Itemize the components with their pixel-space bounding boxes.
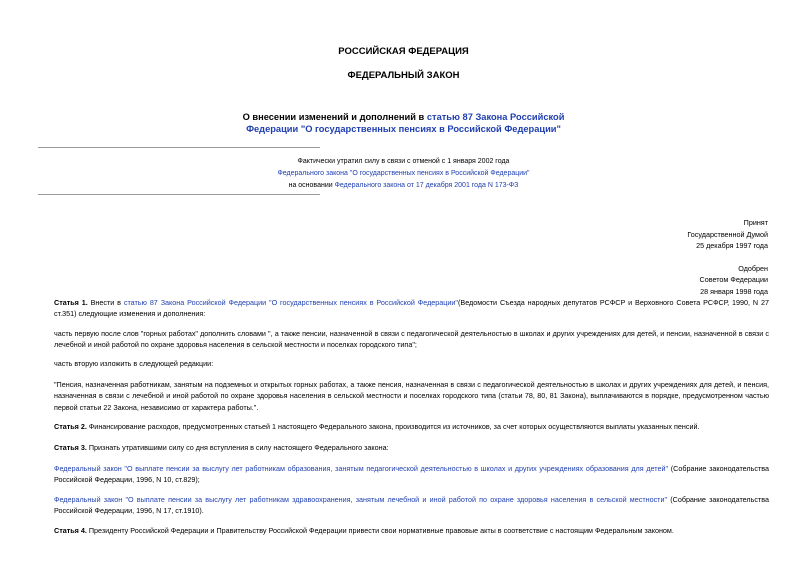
adoption-block — [687, 217, 768, 297]
doc-type-heading: ФЕДЕРАЛЬНЫЙ ЗАКОН — [347, 70, 460, 81]
article-4: Статья 4. Президенту Российской Федерации и Правительству Российской Федерации привести свои нормативные правовые акты в соответствие с настоящим Федеральным законом. — [54, 526, 674, 535]
repeal-basis-line: на основании Федерального закона от 17 декабря 2001 года N 173-ФЗ — [288, 182, 519, 189]
article-1-part1: часть первую после слов "горных работах" дополнить словами ", а также пенсии, назначенной в связи с педагогической деятельностью в школах и других учреждениях для детей, и пенсии, назначенной в связи с лечебной и иной работой по охране здоровья населения в сельской местности и поселках городского типа"; — [54, 329, 769, 350]
article-4-label: Статья 4. — [54, 526, 87, 535]
article-3-item2: Федеральный закон "О выплате пенсии за выслугу лет работникам здравоохранения, занятым лечебной и иной работой по охране здоровья населения в сельской местности" (Собрание законодательства Российской Федерации, 1996, N 17, ст.1910). — [54, 495, 769, 516]
country-heading: РОССИЙСКАЯ ФЕДЕРАЦИЯ — [338, 46, 469, 57]
adopted-by: Государственной Думой — [687, 229, 768, 239]
article-3-item1: Федеральный закон "О выплате пенсии за выслугу лет работникам образования, занятым педагогической деятельностью в школах и других учреждениях образования для детей" (Собрание законодательства Российской Федерации, 1996, N 10, ст.829); — [54, 464, 769, 485]
article-2: Статья 2. Финансирование расходов, предусмотренных статьей 1 настоящего Федерального закона, производится из источников, за счет которых осуществляются выплаты указанных пенсий. — [54, 422, 700, 431]
article-1-link[interactable]: статью 87 Закона Российской Федерации "О государственных пенсиях в Российской Федерации" — [123, 298, 458, 307]
article-1-part2: часть вторую изложить в следующей редакции: — [54, 359, 214, 368]
approved-by: Советом Федерации — [699, 275, 768, 284]
top-divider — [38, 147, 320, 148]
adopted-label: Принят — [743, 218, 768, 227]
article-2-label: Статья 2. — [54, 422, 87, 431]
repeal-note — [0, 156, 807, 192]
article-1-intro: Статья 1. Внести в статью 87 Закона Российской Федерации "О государственных пенсиях в Российской Федерации"(Ведомости Съезда народных депутатов РСФСР и Верховного Совета РСФСР, 1990, N 27 ст.351) следующие изменения и дополнения: — [54, 298, 769, 319]
pensions-law-link[interactable]: Федерации "О государственных пенсиях в Российской Федерации" — [246, 124, 561, 134]
repealed-law-link[interactable]: Федерального закона "О государственных пенсиях в Российской Федерации" — [277, 170, 530, 177]
article-3-label: Статья 3. — [54, 443, 87, 452]
article-1-quote: "Пенсия, назначенная работникам, занятым на подземных и открытых горных работах, а также пенсия, назначенная в связи с педагогической деятельностью в школах и других учреждениях для детей, и пенсия, назначенная в связи с лечебной и иной работой по охране здоровья населения в сельской местности и поселках городского типа (статьи 78, 80, 81 Закона), выплачиваются в порядке, предусмотренном частью первой статьи 22 Закона, независимо от характера работы.". — [54, 380, 769, 412]
federal-law-173-link[interactable]: Федерального закона от 17 декабря 2001 года N 173-ФЗ — [334, 182, 519, 189]
article-87-link[interactable]: статью 87 Закона Российской — [426, 112, 565, 122]
law-title-line1: О внесении изменений и дополнений в статью 87 Закона Российской — [242, 112, 565, 122]
adopted-date: 25 декабря 1997 года — [696, 241, 768, 250]
repeal-note-line1: Фактически утратил силу в связи с отменой с 1 января 2002 года — [297, 158, 510, 165]
article-3: Статья 3. Признать утратившими силу со дня вступления в силу настоящего Федерального закона: — [54, 443, 389, 452]
law-title — [0, 111, 807, 135]
article-1-label: Статья 1. — [54, 298, 88, 307]
education-pension-law-link[interactable]: Федеральный закон "О выплате пенсии за выслугу лет работникам образования, занятым педагогической деятельностью в школах и других учреждениях образования для детей" — [54, 464, 669, 473]
approved-label: Одобрен — [738, 263, 768, 273]
healthcare-pension-law-link[interactable]: Федеральный закон "О выплате пенсии за выслугу лет работникам здравоохранения, занятым лечебной и иной работой по охране здоровья населения в сельской местности" — [54, 495, 668, 504]
bottom-divider — [38, 194, 320, 195]
approved-date: 28 января 1998 года — [700, 286, 768, 296]
